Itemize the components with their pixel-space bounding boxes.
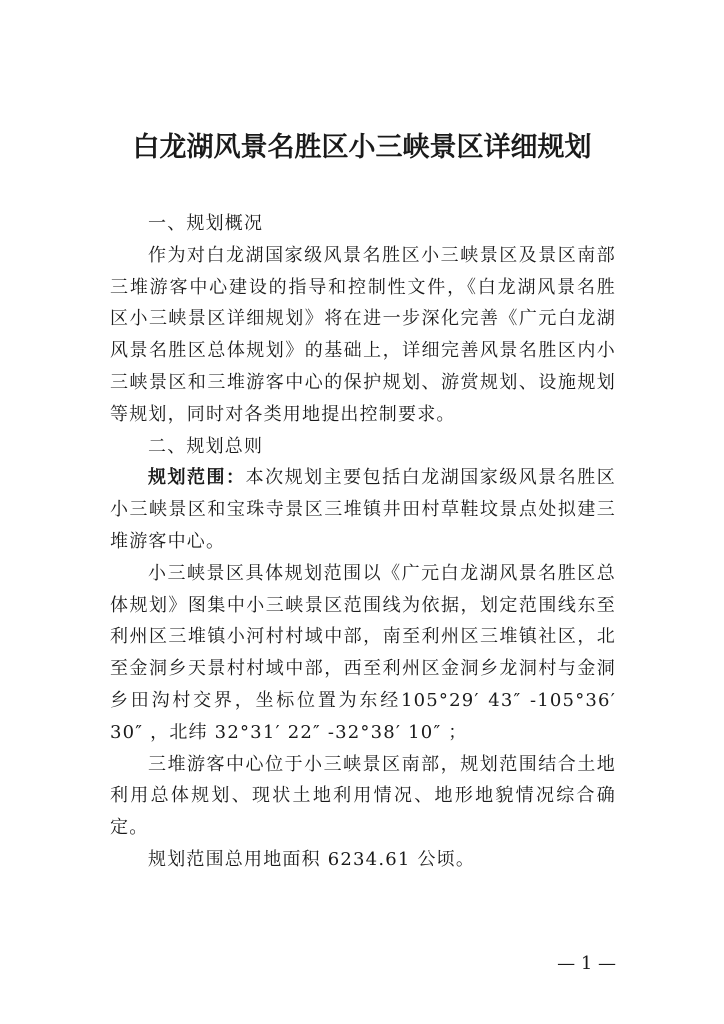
document-body (110, 208, 616, 876)
scope-text: 本次规划主要包括白龙湖国家级风景名胜区小三峡景区和宝珠寺景区三堆镇井田村草鞋坟景点处拟建三堆游客中心。 (110, 467, 616, 552)
document-title: 白龙湖风景名胜区小三峡景区详细规划 (132, 132, 592, 163)
paragraph-visitor-center: 三堆游客中心位于小三峡景区南部，规划范围结合土地利用总体规划、现状土地利用情况、地形地貌情况综合确定。 (110, 753, 616, 839)
section-heading-general-rules: 二、规划总则 (148, 435, 264, 457)
scope-label: 规划范围： (148, 467, 246, 489)
paragraph-overview: 作为对白龙湖国家级风景名胜区小三峡景区及景区南部三堆游客中心建设的指导和控制性文件，《白龙湖风景名胜区小三峡景区详细规划》将在进一步深化完善《广元白龙湖风景名胜区总体规划》的基础上，详细完善风景名胜区内小三峡景区和三堆游客中心的保护规划、游赏规划、设施规划等规划，同时对各类用地提出控制要求。 (110, 244, 616, 425)
paragraph-scope (110, 462, 616, 557)
page-number: — 1 — (557, 953, 616, 974)
paragraph-area: 规划范围总用地面积 6234.61 公顷。 (148, 848, 476, 870)
section-heading-overview: 一、规划概况 (148, 213, 264, 234)
paragraph-range: 小三峡景区具体规划范围以《广元白龙湖风景名胜区总体规划》图集中小三峡景区范围线为依据，划定范围线东至利州区三堆镇小河村村域中部，南至利州区三堆镇社区，北至金洞乡天景村村域中部，西至利州区金洞乡龙洞村与金洞乡田沟村交界，坐标位置为东经105°29′ 43″ -105°36′ 30″ ，北纬 32°31′ 22″ -32°38′ 10″ ； (110, 562, 616, 743)
